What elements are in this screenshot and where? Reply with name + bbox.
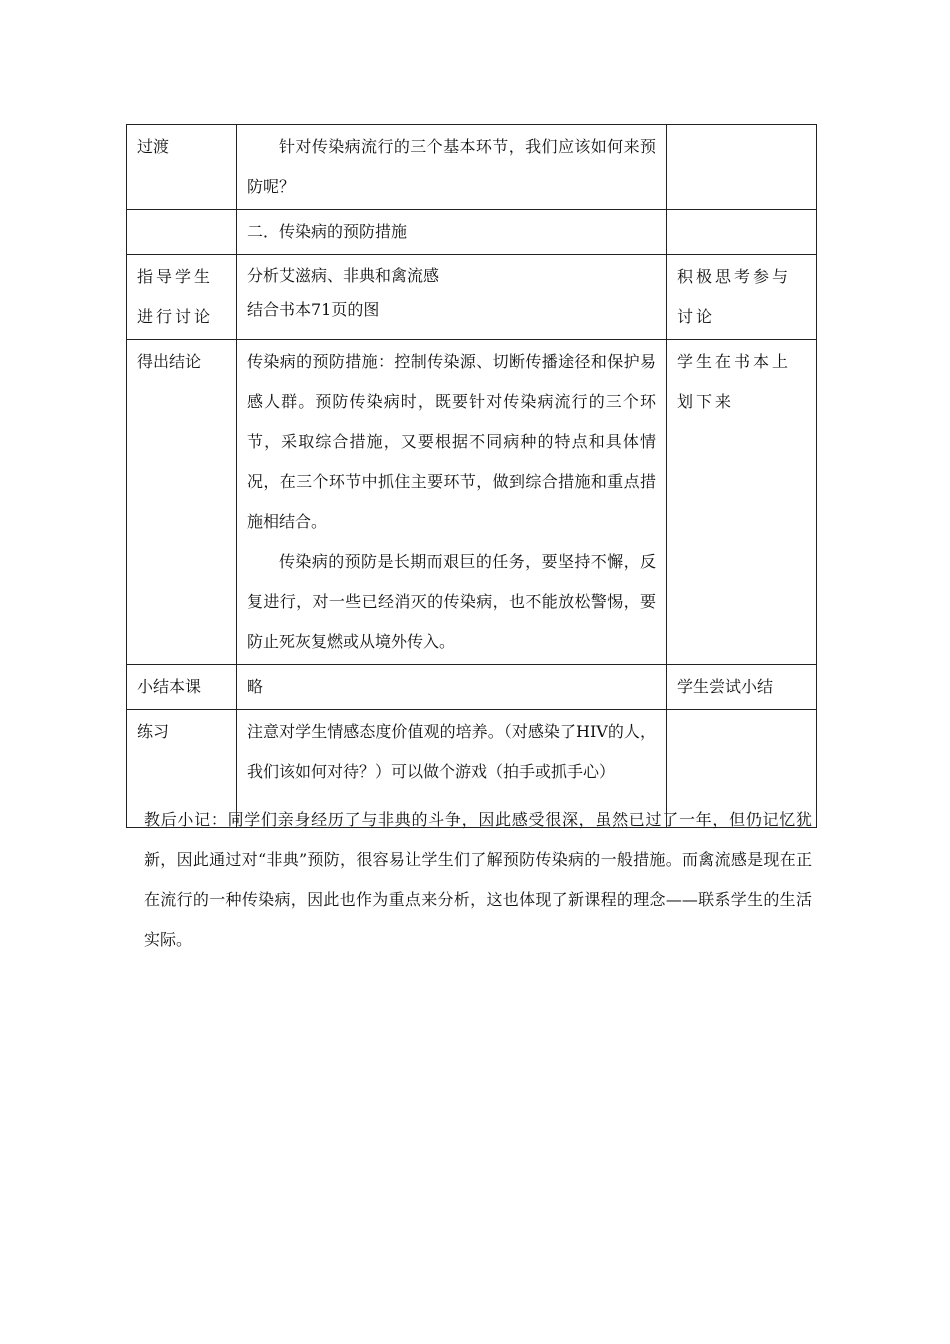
step-cell: 小结本课 [127, 665, 237, 710]
step-cell [127, 210, 237, 255]
table-row [127, 255, 817, 340]
table-row [127, 340, 817, 665]
table-row [127, 665, 817, 710]
content-paragraph: 注意对学生情感态度价值观的培养。（对感染了HIV的人，我们该如何对待？）可以做个游戏（拍手或抓手心） [247, 722, 656, 781]
after-class-note: 教后小记：同学们亲身经历了与非典的斗争，因此感受很深，虽然已过了一年，但仍记忆犹新，因此通过对“非典”预防，很容易让学生们了解预防传染病的一般措施。而禽流感是现在正在流行的一种传染病，因此也作为重点来分析，这也体现了新课程的理念——联系学生的生活实际。 [144, 810, 812, 949]
content-paragraph: 针对传染病流行的三个基本环节，我们应该如何来预防呢？ [247, 137, 656, 196]
content-line: 略 [247, 677, 264, 696]
step-cell: 过渡 [127, 125, 237, 210]
content-cell [237, 255, 667, 340]
student-cell: 学生在书本上划下来 [667, 340, 817, 665]
step-cell: 得出结论 [127, 340, 237, 665]
table-row [127, 125, 817, 210]
content-cell [237, 125, 667, 210]
step-cell: 练习 [127, 710, 237, 828]
section-heading: 二．传染病的预防措施 [247, 222, 408, 241]
content-paragraph: 传染病的预防措施：控制传染源、切断传播途径和保护易感人群。预防传染病时，既要针对传染病流行的三个环节，采取综合措施，又要根据不同病种的特点和具体情况，在三个环节中抓住主要环节，做到综合措施和重点措施相结合。 [247, 352, 656, 531]
student-cell [667, 125, 817, 210]
student-cell: 学生尝试小结 [667, 665, 817, 710]
content-line: 结合书本71页的图 [247, 300, 380, 319]
student-cell: 积极思考参与讨论 [667, 255, 817, 340]
content-cell [237, 210, 667, 255]
student-cell [667, 210, 817, 255]
content-cell [237, 340, 667, 665]
content-line: 分析艾滋病、非典和禽流感 [247, 266, 440, 285]
content-cell [237, 665, 667, 710]
content-paragraph: 传染病的预防是长期而艰巨的任务，要坚持不懈，反复进行，对一些已经消灭的传染病，也不能放松警惕，要防止死灰复燃或从境外传入。 [247, 552, 656, 651]
table-row [127, 210, 817, 255]
lesson-plan-table [126, 124, 817, 828]
step-cell: 指导学生进行讨论 [127, 255, 237, 340]
